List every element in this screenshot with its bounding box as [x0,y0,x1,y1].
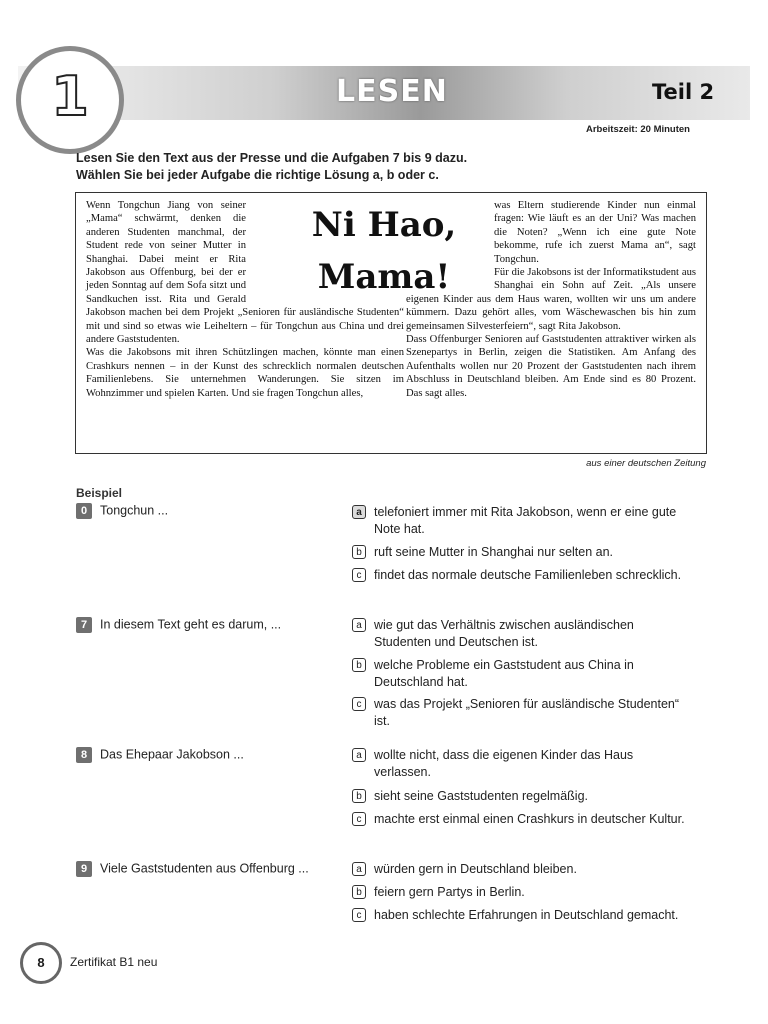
question-number: 9 [76,861,92,877]
question-number: 8 [76,747,92,763]
article-paragraph: Dass Offenburger Senioren auf Gaststudenten attraktiver wirken als Szenepartys in Berlin, zeigen die Statistiken. Am Anfang des Aufenthalts wollen nur 20 Prozent der Gaststudenten nach ihrem Abschluss in Deutschland bleiben. Am Ende sind es 80 Prozent. Das sagt alles. [406,334,696,399]
article-column-left [86,199,404,400]
answer-option[interactable] [352,657,692,691]
article-paragraph: was Eltern studierende Kinder nun einmal fragen: Wie läuft es an der Uni? Was machen die Noten? „Wenn ich eine gute Note bekomme, rufe ich zuerst Mama an“, sagt Tongchun. [494,200,696,265]
question-number: 0 [76,503,92,519]
question-stem [76,747,244,763]
headline-line-2: Mama! [317,257,451,297]
option-text: was das Projekt „Senioren für ausländische Studenten“ ist. [374,697,680,728]
question-text: In diesem Text geht es darum, ... [100,617,282,632]
option-letter[interactable]: b [352,658,366,672]
option-letter[interactable]: a [352,748,366,762]
option-text: wollte nicht, dass die eigenen Kinder das Haus verlassen. [374,748,634,779]
time-label: Arbeitszeit: 20 Minuten [586,124,690,135]
unit-number: 1 [51,65,89,128]
question-text: Das Ehepaar Jakobson ... [100,747,244,762]
option-text: wie gut das Verhältnis zwischen ausländischen Studenten und Deutschen ist. [374,618,634,649]
option-letter[interactable]: b [352,885,366,899]
question-text: Tongchun ... [100,503,169,518]
question-stem [76,861,309,877]
option-text: machte erst einmal einen Crashkurs in deutscher Kultur. [374,812,685,826]
option-text: ruft seine Mutter in Shanghai nur selten an. [374,545,614,559]
answer-option[interactable] [352,861,692,878]
option-text: telefoniert immer mit Rita Jakobson, wenn er eine gute Note hat. [374,505,677,536]
article-paragraph: Für die Jakobsons ist der Informatikstudent aus Shanghai ein Sohn auf Zeit. „Als unsere eigenen Kinder aus dem Haus waren, wollten wir uns um andere kümmern. Dazu gehört alles, vom Wäschewaschen bis hin zum gemeinsamen Silvesterfeiern“, sagt Rita Jakobson. [406,267,696,332]
option-letter[interactable]: a [352,618,366,632]
book-title: Zertifikat B1 neu [70,955,158,969]
option-text: feiern gern Partys in Berlin. [374,885,525,899]
option-letter[interactable]: b [352,545,366,559]
option-letter[interactable]: c [352,568,366,582]
article-paragraph: Was die Jakobsons mit ihren Schützlingen machen, könnte man einen Crashkurs nennen – in der Kunst des schrecklich normalen deutschen Familienlebens. Sie unternehmen Wanderungen. Sie sitzen im Wohnzimmer und spielen Karten. Und sie fragen Tongchun alles, [86,347,404,399]
article-box [75,192,707,454]
option-text: findet das normale deutsche Familienleben schrecklich. [374,568,682,582]
section-title: LESEN [336,74,448,109]
option-text: haben schlechte Erfahrungen in Deutschland gemacht. [374,908,679,922]
headline-line-1: Ni Hao, [311,205,457,245]
instructions-line-1: Lesen Sie den Text aus der Presse und die Aufgaben 7 bis 9 dazu. [76,151,468,165]
question-stem [76,617,281,633]
answer-option[interactable] [352,747,692,781]
page-number: 8 [20,942,62,984]
option-text: sieht seine Gaststudenten regelmäßig. [374,789,589,803]
article-paragraph: Wenn Tongchun Jiang von seiner „Mama“ schwärmt, denken die anderen Studenten manchmal, der Student rede von seiner Mutter in Shanghai. Dabei meint er Rita Jakobson aus Offenburg, bei der er jeden Sonntag auf dem Sofa sitzt und Sandkuchen isst. Rita und Gerald Jakobson machen bei dem Projekt „Senioren für ausländische Studenten“ mit und sind so etwas wie Leiheltern – für Tongchun aus China und drei andere Gaststudenten. [86,200,404,346]
answer-option[interactable] [352,907,692,924]
instructions [76,150,696,184]
question-number: 7 [76,617,92,633]
question-text: Viele Gaststudenten aus Offenburg ... [100,861,309,876]
answer-option[interactable] [352,567,692,584]
answer-option[interactable] [352,504,692,538]
option-letter[interactable]: a [352,862,366,876]
option-text: welche Probleme ein Gaststudent aus China in Deutschland hat. [374,658,634,689]
instructions-line-2: Wählen Sie bei jeder Aufgabe die richtige Lösung a, b oder c. [76,168,439,182]
answer-option[interactable] [352,544,692,561]
part-label: Teil 2 [652,80,715,104]
option-letter[interactable]: c [352,812,366,826]
article-column-right [406,199,696,400]
answer-option[interactable] [352,617,692,651]
answer-option[interactable] [352,788,692,805]
option-letter[interactable]: c [352,697,366,711]
example-label: Beispiel [76,486,123,500]
unit-number-badge [16,46,124,154]
answer-option[interactable] [352,811,692,828]
question-stem [76,503,168,519]
article-source: aus einer deutschen Zeitung [586,458,706,469]
answer-option[interactable] [352,696,692,730]
option-letter[interactable]: c [352,908,366,922]
option-text: würden gern in Deutschland bleiben. [374,862,577,876]
answer-option[interactable] [352,884,692,901]
option-letter[interactable]: b [352,789,366,803]
option-letter-checked[interactable]: a [352,505,366,519]
